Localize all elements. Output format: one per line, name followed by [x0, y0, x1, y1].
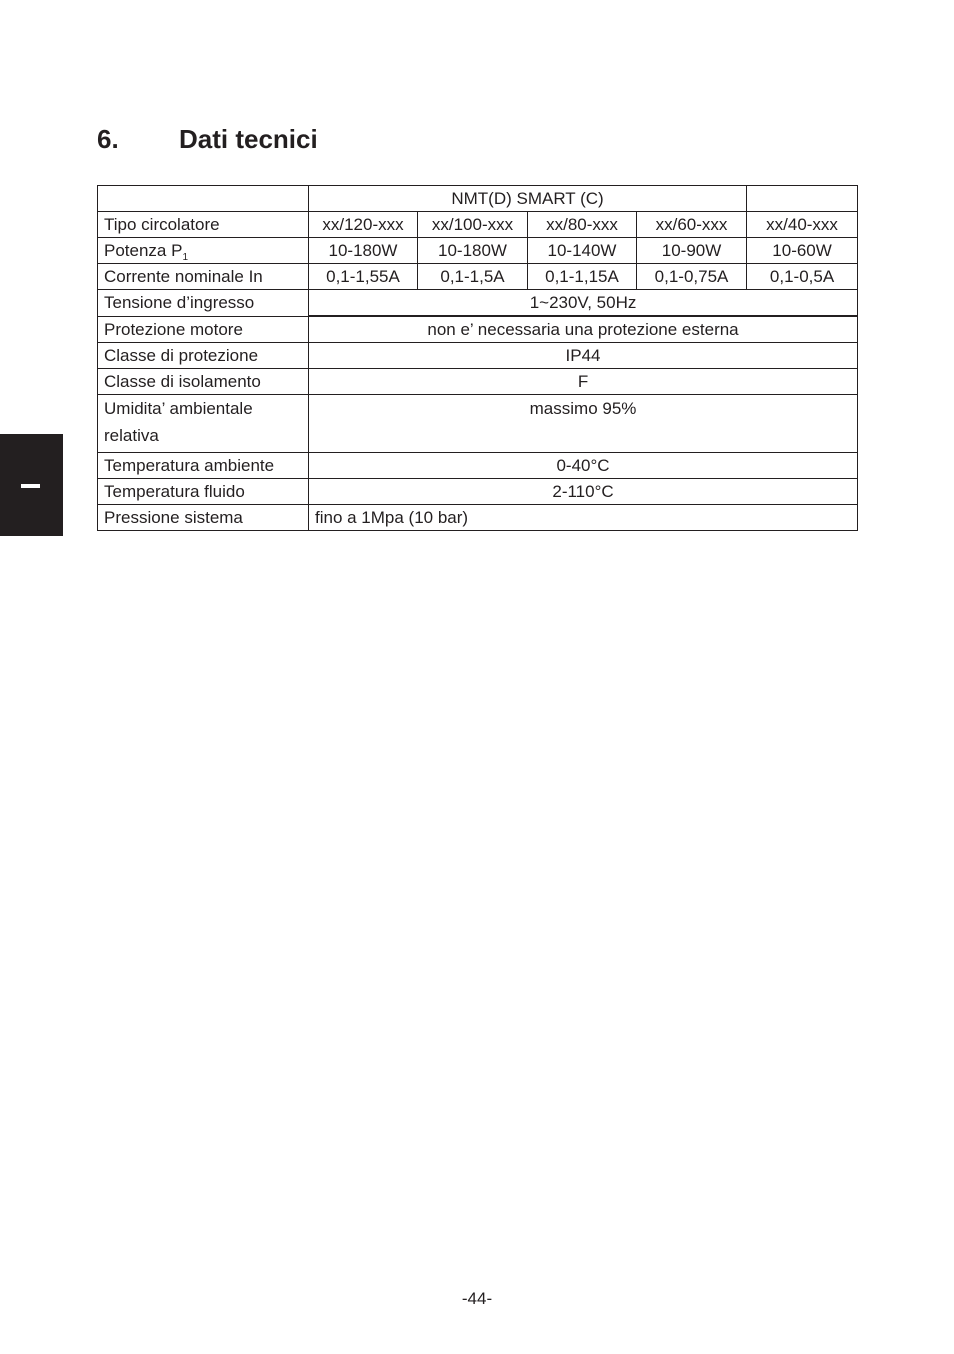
- row-label-subscript: 1: [182, 252, 189, 263]
- technical-data-table: [97, 185, 858, 531]
- table-cell: xx/100-xxx: [418, 212, 528, 238]
- table-row: [98, 479, 858, 505]
- table-cell: 0,1-0,5A: [747, 264, 858, 290]
- row-label: Temperatura fluido: [98, 479, 309, 505]
- row-label: [98, 238, 309, 264]
- row-label: Temperatura ambiente: [98, 453, 309, 479]
- table-cell: F: [309, 369, 858, 395]
- table-header-row: [98, 186, 858, 212]
- table-cell: 10-60W: [747, 238, 858, 264]
- row-label: Pressione sistema: [98, 505, 309, 531]
- table-header-empty: [747, 186, 858, 212]
- table-row: [98, 264, 858, 290]
- row-label: [98, 395, 309, 453]
- table-row: [98, 453, 858, 479]
- row-label: Tensione d’ingresso: [98, 290, 309, 317]
- row-label-line: relativa: [104, 426, 159, 445]
- language-side-tab: [0, 434, 63, 536]
- table-cell: xx/40-xxx: [747, 212, 858, 238]
- table-row: [98, 369, 858, 395]
- table-cell: 10-140W: [528, 238, 637, 264]
- table-cell: 10-180W: [309, 238, 418, 264]
- row-label: Corrente nominale In: [98, 264, 309, 290]
- row-label: Classe di protezione: [98, 343, 309, 369]
- table-cell: 2-110°C: [309, 479, 858, 505]
- table-cell: massimo 95%: [309, 395, 858, 453]
- table-row: [98, 238, 858, 264]
- row-label-text: Potenza P: [104, 241, 183, 260]
- table-cell: non e’ necessaria una protezione esterna: [309, 316, 858, 343]
- table-header-empty: [98, 186, 309, 212]
- table-cell: fino a 1Mpa (10 bar): [309, 505, 858, 531]
- table-cell: 0-40°C: [309, 453, 858, 479]
- table-cell: IP44: [309, 343, 858, 369]
- section-title: Dati tecnici: [179, 124, 318, 154]
- table-row: [98, 212, 858, 238]
- table-cell: 0,1-1,15A: [528, 264, 637, 290]
- side-tab-label: [21, 484, 40, 488]
- table-cell: xx/80-xxx: [528, 212, 637, 238]
- table-cell: 10-90W: [637, 238, 747, 264]
- table-row: [98, 395, 858, 453]
- table-row: [98, 505, 858, 531]
- row-label: Tipo circolatore: [98, 212, 309, 238]
- page-number: -44-: [461, 1289, 493, 1308]
- table-cell: 0,1-1,5A: [418, 264, 528, 290]
- table-cell: 10-180W: [418, 238, 528, 264]
- table-cell: 0,1-0,75A: [637, 264, 747, 290]
- table-row: [98, 290, 858, 317]
- table-row: [98, 343, 858, 369]
- row-label-line: Umidita’ ambientale: [104, 399, 253, 418]
- table-cell: xx/60-xxx: [637, 212, 747, 238]
- table-cell: 0,1-1,55A: [309, 264, 418, 290]
- row-label: Protezione motore: [98, 316, 309, 343]
- row-label: Classe di isolamento: [98, 369, 309, 395]
- table-cell: 1~230V, 50Hz: [309, 290, 858, 317]
- table-header-group: NMT(D) SMART (C): [309, 186, 747, 212]
- table-cell: xx/120-xxx: [309, 212, 418, 238]
- section-number: 6.: [97, 124, 119, 154]
- table-row: [98, 316, 858, 343]
